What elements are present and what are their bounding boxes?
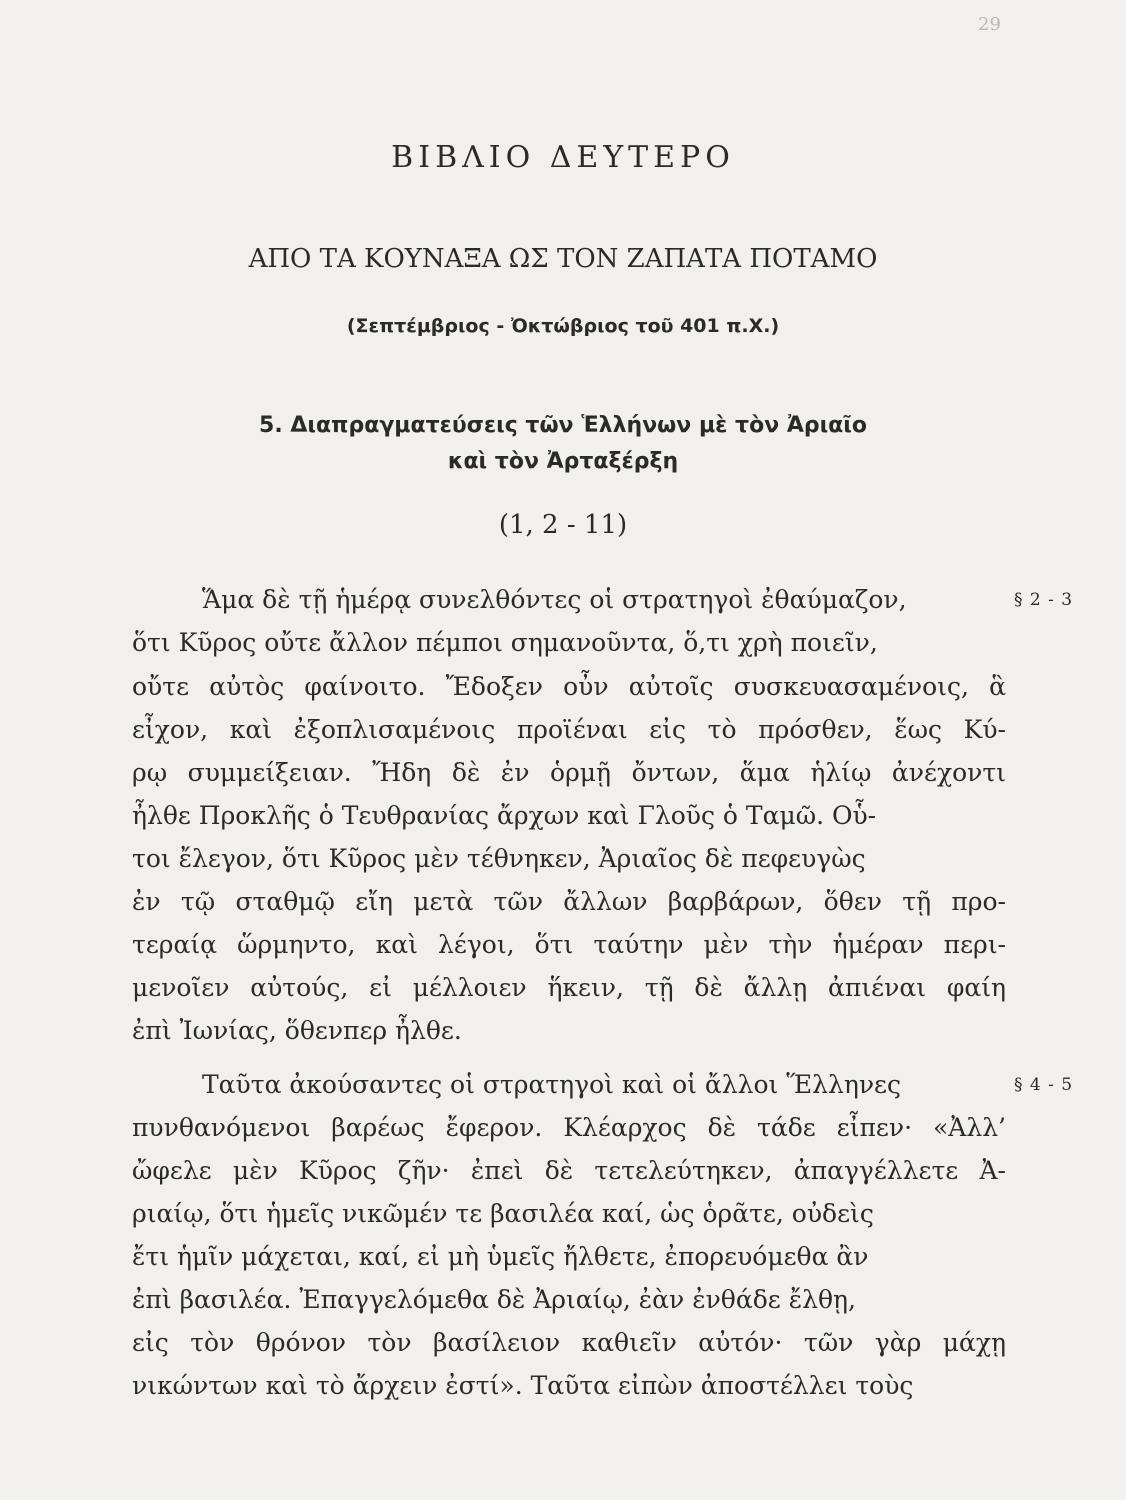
text-line: Ἅμα δὲ τῇ ἡμέρᾳ συνελθόντες οἱ στρατηγοὶ ἐθαύμαζον, <box>202 585 907 614</box>
margin-note-1: § 2 - 3 <box>1014 590 1074 610</box>
section-heading-line-1: 5. Διαπραγματεύσεις τῶν Ἑλλήνων μὲ τὸν Ἀριαῖο <box>259 413 867 438</box>
text-line: τεραίᾳ ὥρμηντο, καὶ λέγοι, ὅτι ταύτην μὲν τὴν ἡμέραν περι- <box>132 930 1006 959</box>
text-line: ρῳ συμμείξειαν. Ἤδη δὲ ἐν ὁρμῇ ὄντων, ἅμα ἡλίῳ ἀνέχοντι <box>132 758 1006 787</box>
text-line: πυνθανόμενοι βαρέως ἔφερον. Κλέαρχος δὲ τάδε εἶπεν· «Ἀλλ’ <box>132 1113 1006 1142</box>
text-line: οὔτε αὐτὸς φαίνοιτο. Ἔδοξεν οὖν αὐτοῖς συσκευασαμένοις, ἃ <box>132 672 1006 701</box>
date-range: (Σεπτέμβριος - Ὀκτώβριος τοῦ 401 π.Χ.) <box>346 315 780 337</box>
text-line: ριαίῳ, ὅτι ἡμεῖς νικῶμέν τε βασιλέα καί, ὡς ὁρᾶτε, οὐδεὶς <box>132 1199 874 1228</box>
page-number: 29 <box>978 14 1001 35</box>
text-line: Ταῦτα ἀκούσαντες οἱ στρατηγοὶ καὶ οἱ ἄλλοι Ἕλληνες <box>202 1070 901 1099</box>
text-line: εἰς τὸν θρόνον τὸν βασίλειον καθιεῖν αὐτόν· τῶν γὰρ μάχῃ <box>132 1328 1006 1357</box>
book-title: ΒΙΒΛΙΟ ΔΕΥΤΕΡΟ <box>391 140 735 175</box>
text-line: ἐπὶ Ἰωνίας, ὅθενπερ ἦλθε. <box>132 1016 462 1045</box>
text-line: ὤφελε μὲν Κῦρος ζῆν· ἐπεὶ δὲ τετελεύτηκεν, ἀπαγγέλλετε Ἀ- <box>132 1156 1006 1185</box>
section-heading <box>0 408 1126 480</box>
text-line: ἐν τῷ σταθμῷ εἴη μετὰ τῶν ἄλλων βαρβάρων, ὅθεν τῇ προ- <box>132 887 1006 916</box>
text-line: ὅτι Κῦρος οὔτε ἄλλον πέμποι σημανοῦντα, ὅ,τι χρὴ ποιεῖν, <box>132 628 878 657</box>
text-line: ἔτι ἡμῖν μάχεται, καί, εἰ μὴ ὑμεῖς ἤλθετε, ἐπορευόμεθα ἂν <box>132 1242 869 1271</box>
text-line: τοι ἔλεγον, ὅτι Κῦρος μὲν τέθνηκεν, Ἀριαῖος δὲ πεφευγὼς <box>132 844 866 873</box>
section-heading-line-2: καὶ τὸν Ἀρταξέρξη <box>447 449 679 474</box>
text-line: ἦλθε Προκλῆς ὁ Τευθρανίας ἄρχων καὶ Γλοῦς ὁ Ταμῶ. Οὗ- <box>132 801 877 830</box>
chapter-title: ΑΠΟ ΤΑ ΚΟΥΝΑΞΑ ΩΣ ΤΟΝ ΖΑΠΑΤΑ ΠΟΤΑΜΟ <box>248 244 878 274</box>
margin-note-2: § 4 - 5 <box>1014 1075 1074 1095</box>
text-line: μενοῖεν αὐτούς, εἰ μέλλοιεν ἥκειν, τῇ δὲ ἄλλῃ ἀπιέναι φαίη <box>132 973 1006 1002</box>
section-reference: (1, 2 - 11) <box>498 510 628 540</box>
text-line: εἶχον, καὶ ἐξοπλισαμένοις προϊέναι εἰς τὸ πρόσθεν, ἕως Κύ- <box>132 715 1006 744</box>
text-line: νικώντων καὶ τὸ ἄρχειν ἐστί». Ταῦτα εἰπὼν ἀποστέλλει τοὺς <box>132 1371 914 1400</box>
text-line: ἐπὶ βασιλέα. Ἐπαγγελόμεθα δὲ Ἀριαίῳ, ἐὰν ἐνθάδε ἔλθῃ, <box>132 1285 856 1314</box>
